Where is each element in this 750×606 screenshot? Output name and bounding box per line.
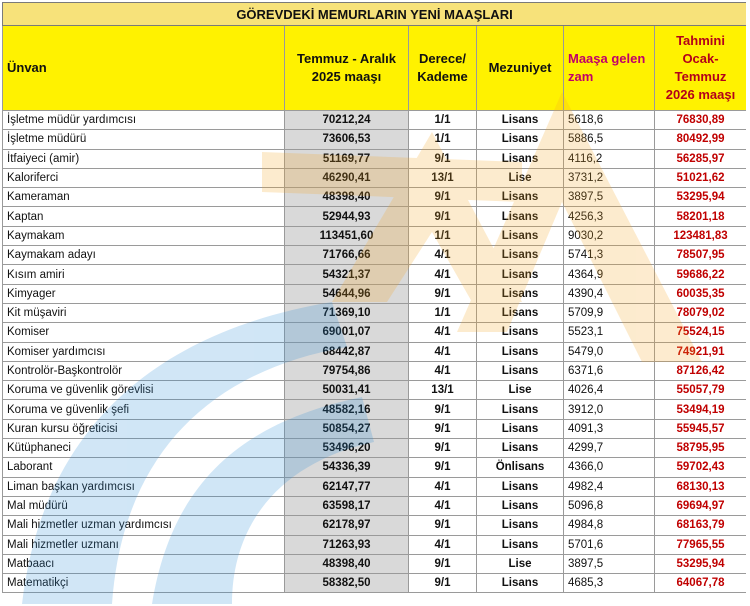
table-row bbox=[3, 439, 747, 458]
cell-zam: 3897,5 bbox=[564, 188, 655, 207]
cell-unvan: Mali hizmetler uzmanı bbox=[3, 535, 285, 554]
cell-derece: 9/1 bbox=[409, 516, 477, 535]
cell-salary: 58382,50 bbox=[285, 574, 409, 593]
cell-zam: 5096,8 bbox=[564, 496, 655, 515]
cell-zam: 4685,3 bbox=[564, 574, 655, 593]
table-row bbox=[3, 130, 747, 149]
table-row bbox=[3, 535, 747, 554]
cell-salary: 71263,93 bbox=[285, 535, 409, 554]
cell-derece: 4/1 bbox=[409, 496, 477, 515]
table-row bbox=[3, 188, 747, 207]
cell-mezuniyet: Lisans bbox=[477, 323, 564, 342]
cell-zam: 5701,6 bbox=[564, 535, 655, 554]
cell-zam: 3912,0 bbox=[564, 400, 655, 419]
cell-unvan: Kameraman bbox=[3, 188, 285, 207]
cell-zam: 4366,0 bbox=[564, 458, 655, 477]
cell-derece: 4/1 bbox=[409, 535, 477, 554]
table-row bbox=[3, 226, 747, 245]
cell-tahmin: 56285,97 bbox=[655, 149, 747, 168]
cell-mezuniyet: Lisans bbox=[477, 246, 564, 265]
cell-tahmin: 55057,79 bbox=[655, 381, 747, 400]
cell-tahmin: 51021,62 bbox=[655, 168, 747, 187]
cell-unvan: Kimyager bbox=[3, 284, 285, 303]
cell-derece: 9/1 bbox=[409, 439, 477, 458]
cell-unvan: Kaymakam adayı bbox=[3, 246, 285, 265]
cell-unvan: İşletme müdür yardımcısı bbox=[3, 111, 285, 130]
cell-unvan: Koruma ve güvenlik görevlisi bbox=[3, 381, 285, 400]
table-row bbox=[3, 400, 747, 419]
cell-salary: 69001,07 bbox=[285, 323, 409, 342]
cell-salary: 70212,24 bbox=[285, 111, 409, 130]
cell-salary: 48398,40 bbox=[285, 554, 409, 573]
cell-salary: 71369,10 bbox=[285, 303, 409, 322]
table-header-row bbox=[3, 26, 747, 111]
cell-mezuniyet: Lise bbox=[477, 381, 564, 400]
cell-mezuniyet: Lisans bbox=[477, 130, 564, 149]
cell-tahmin: 68130,13 bbox=[655, 477, 747, 496]
cell-unvan: Matematikçi bbox=[3, 574, 285, 593]
cell-mezuniyet: Lise bbox=[477, 554, 564, 573]
cell-tahmin: 60035,35 bbox=[655, 284, 747, 303]
table-row bbox=[3, 323, 747, 342]
cell-mezuniyet: Lisans bbox=[477, 342, 564, 361]
cell-derece: 1/1 bbox=[409, 111, 477, 130]
cell-zam: 4364,9 bbox=[564, 265, 655, 284]
table-row bbox=[3, 574, 747, 593]
cell-unvan: Laborant bbox=[3, 458, 285, 477]
cell-mezuniyet: Lisans bbox=[477, 361, 564, 380]
salary-table-frame bbox=[2, 2, 746, 604]
cell-unvan: Kaptan bbox=[3, 207, 285, 226]
cell-salary: 50031,41 bbox=[285, 381, 409, 400]
cell-salary: 62147,77 bbox=[285, 477, 409, 496]
cell-unvan: Matbaacı bbox=[3, 554, 285, 573]
cell-derece: 4/1 bbox=[409, 361, 477, 380]
cell-zam: 4299,7 bbox=[564, 439, 655, 458]
cell-salary: 79754,86 bbox=[285, 361, 409, 380]
cell-zam: 5709,9 bbox=[564, 303, 655, 322]
cell-unvan: Kuran kursu öğreticisi bbox=[3, 419, 285, 438]
salary-table bbox=[2, 2, 746, 593]
cell-derece: 9/1 bbox=[409, 400, 477, 419]
cell-salary: 68442,87 bbox=[285, 342, 409, 361]
cell-unvan: Kaloriferci bbox=[3, 168, 285, 187]
cell-derece: 4/1 bbox=[409, 265, 477, 284]
cell-derece: 9/1 bbox=[409, 419, 477, 438]
cell-mezuniyet: Lisans bbox=[477, 516, 564, 535]
table-title-row bbox=[3, 3, 747, 26]
cell-salary: 54321,37 bbox=[285, 265, 409, 284]
table-row bbox=[3, 361, 747, 380]
header-unvan: Ünvan bbox=[3, 26, 285, 111]
table-row bbox=[3, 246, 747, 265]
cell-derece: 9/1 bbox=[409, 458, 477, 477]
cell-mezuniyet: Lisans bbox=[477, 496, 564, 515]
cell-unvan: İşletme müdürü bbox=[3, 130, 285, 149]
cell-salary: 54644,96 bbox=[285, 284, 409, 303]
cell-tahmin: 53295,94 bbox=[655, 188, 747, 207]
cell-unvan: Koruma ve güvenlik şefi bbox=[3, 400, 285, 419]
cell-zam: 3897,5 bbox=[564, 554, 655, 573]
cell-derece: 13/1 bbox=[409, 168, 477, 187]
table-row bbox=[3, 284, 747, 303]
cell-mezuniyet: Lisans bbox=[477, 439, 564, 458]
cell-zam: 5523,1 bbox=[564, 323, 655, 342]
cell-zam: 4982,4 bbox=[564, 477, 655, 496]
cell-tahmin: 69694,97 bbox=[655, 496, 747, 515]
cell-tahmin: 59686,22 bbox=[655, 265, 747, 284]
header-derece: Derece/ Kademe bbox=[409, 26, 477, 111]
cell-mezuniyet: Lisans bbox=[477, 284, 564, 303]
table-body bbox=[3, 111, 747, 593]
cell-tahmin: 58795,95 bbox=[655, 439, 747, 458]
cell-salary: 113451,60 bbox=[285, 226, 409, 245]
cell-salary: 51169,77 bbox=[285, 149, 409, 168]
cell-tahmin: 53494,19 bbox=[655, 400, 747, 419]
cell-zam: 6371,6 bbox=[564, 361, 655, 380]
cell-zam: 4984,8 bbox=[564, 516, 655, 535]
cell-tahmin: 68163,79 bbox=[655, 516, 747, 535]
cell-tahmin: 78079,02 bbox=[655, 303, 747, 322]
cell-mezuniyet: Lise bbox=[477, 168, 564, 187]
cell-salary: 48398,40 bbox=[285, 188, 409, 207]
cell-mezuniyet: Lisans bbox=[477, 188, 564, 207]
cell-tahmin: 55945,57 bbox=[655, 419, 747, 438]
cell-zam: 4091,3 bbox=[564, 419, 655, 438]
cell-salary: 50854,27 bbox=[285, 419, 409, 438]
cell-salary: 54336,39 bbox=[285, 458, 409, 477]
cell-tahmin: 53295,94 bbox=[655, 554, 747, 573]
table-row bbox=[3, 168, 747, 187]
table-row bbox=[3, 207, 747, 226]
cell-unvan: Kontrolör-Başkontrolör bbox=[3, 361, 285, 380]
table-row bbox=[3, 342, 747, 361]
cell-tahmin: 76830,89 bbox=[655, 111, 747, 130]
cell-tahmin: 87126,42 bbox=[655, 361, 747, 380]
table-row bbox=[3, 419, 747, 438]
cell-derece: 9/1 bbox=[409, 554, 477, 573]
cell-mezuniyet: Lisans bbox=[477, 400, 564, 419]
table-row bbox=[3, 149, 747, 168]
cell-salary: 46290,41 bbox=[285, 168, 409, 187]
cell-mezuniyet: Lisans bbox=[477, 535, 564, 554]
cell-tahmin: 77965,55 bbox=[655, 535, 747, 554]
header-zam: Maaşa gelen zam bbox=[564, 26, 655, 111]
cell-tahmin: 75524,15 bbox=[655, 323, 747, 342]
cell-tahmin: 59702,43 bbox=[655, 458, 747, 477]
table-row bbox=[3, 265, 747, 284]
cell-mezuniyet: Lisans bbox=[477, 111, 564, 130]
header-tahmin: Tahmini Ocak-Temmuz 2026 maaşı bbox=[655, 26, 747, 111]
table-row bbox=[3, 381, 747, 400]
cell-derece: 9/1 bbox=[409, 188, 477, 207]
cell-zam: 5618,6 bbox=[564, 111, 655, 130]
cell-salary: 48582,16 bbox=[285, 400, 409, 419]
cell-unvan: Mal müdürü bbox=[3, 496, 285, 515]
cell-mezuniyet: Lisans bbox=[477, 574, 564, 593]
table-row bbox=[3, 516, 747, 535]
cell-unvan: Mali hizmetler uzman yardımcısı bbox=[3, 516, 285, 535]
cell-salary: 62178,97 bbox=[285, 516, 409, 535]
cell-derece: 9/1 bbox=[409, 207, 477, 226]
cell-zam: 5479,0 bbox=[564, 342, 655, 361]
cell-derece: 4/1 bbox=[409, 323, 477, 342]
cell-derece: 4/1 bbox=[409, 246, 477, 265]
table-title: GÖREVDEKİ MEMURLARIN YENİ MAAŞLARI bbox=[3, 3, 747, 26]
cell-derece: 1/1 bbox=[409, 130, 477, 149]
cell-salary: 73606,53 bbox=[285, 130, 409, 149]
cell-tahmin: 74921,91 bbox=[655, 342, 747, 361]
cell-zam: 4116,2 bbox=[564, 149, 655, 168]
header-salary: Temmuz - Aralık 2025 maaşı bbox=[285, 26, 409, 111]
cell-derece: 9/1 bbox=[409, 574, 477, 593]
cell-zam: 4390,4 bbox=[564, 284, 655, 303]
cell-mezuniyet: Lisans bbox=[477, 477, 564, 496]
cell-derece: 9/1 bbox=[409, 284, 477, 303]
cell-unvan: Kit müşaviri bbox=[3, 303, 285, 322]
cell-salary: 53496,20 bbox=[285, 439, 409, 458]
cell-tahmin: 78507,95 bbox=[655, 246, 747, 265]
cell-mezuniyet: Lisans bbox=[477, 226, 564, 245]
cell-zam: 9030,2 bbox=[564, 226, 655, 245]
cell-mezuniyet: Lisans bbox=[477, 265, 564, 284]
cell-unvan: Komiser yardımcısı bbox=[3, 342, 285, 361]
cell-unvan: Liman başkan yardımcısı bbox=[3, 477, 285, 496]
cell-mezuniyet: Lisans bbox=[477, 149, 564, 168]
cell-unvan: Kütüphaneci bbox=[3, 439, 285, 458]
cell-derece: 4/1 bbox=[409, 477, 477, 496]
cell-zam: 3731,2 bbox=[564, 168, 655, 187]
cell-derece: 4/1 bbox=[409, 342, 477, 361]
cell-zam: 5886,5 bbox=[564, 130, 655, 149]
table-row bbox=[3, 477, 747, 496]
cell-salary: 52944,93 bbox=[285, 207, 409, 226]
cell-unvan: İtfaiyeci (amir) bbox=[3, 149, 285, 168]
cell-zam: 4026,4 bbox=[564, 381, 655, 400]
cell-mezuniyet: Lisans bbox=[477, 207, 564, 226]
cell-zam: 5741,3 bbox=[564, 246, 655, 265]
cell-unvan: Kaymakam bbox=[3, 226, 285, 245]
cell-unvan: Komiser bbox=[3, 323, 285, 342]
cell-mezuniyet: Lisans bbox=[477, 419, 564, 438]
table-row bbox=[3, 458, 747, 477]
cell-salary: 63598,17 bbox=[285, 496, 409, 515]
cell-tahmin: 123481,83 bbox=[655, 226, 747, 245]
cell-mezuniyet: Lisans bbox=[477, 303, 564, 322]
cell-unvan: Kısım amiri bbox=[3, 265, 285, 284]
cell-zam: 4256,3 bbox=[564, 207, 655, 226]
cell-derece: 9/1 bbox=[409, 149, 477, 168]
cell-derece: 1/1 bbox=[409, 226, 477, 245]
cell-derece: 13/1 bbox=[409, 381, 477, 400]
cell-mezuniyet: Önlisans bbox=[477, 458, 564, 477]
cell-salary: 71766,66 bbox=[285, 246, 409, 265]
table-row bbox=[3, 554, 747, 573]
cell-tahmin: 58201,18 bbox=[655, 207, 747, 226]
cell-derece: 1/1 bbox=[409, 303, 477, 322]
cell-tahmin: 64067,78 bbox=[655, 574, 747, 593]
header-mezuniyet: Mezuniyet bbox=[477, 26, 564, 111]
table-row bbox=[3, 111, 747, 130]
table-row bbox=[3, 496, 747, 515]
cell-tahmin: 80492,99 bbox=[655, 130, 747, 149]
table-row bbox=[3, 303, 747, 322]
